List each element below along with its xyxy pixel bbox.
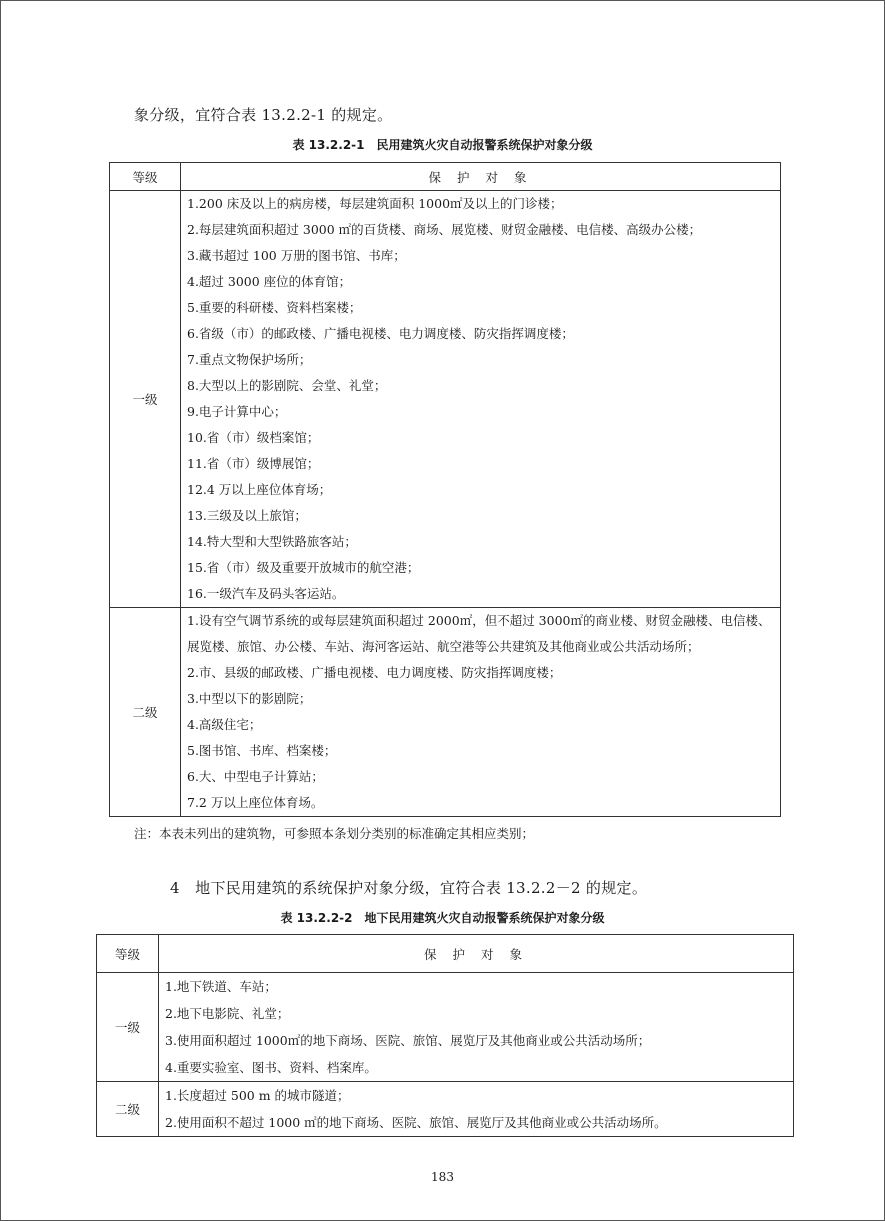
list-item: 2.每层建筑面积超过 3000 ㎡的百货楼、商场、展览楼、财贸金融楼、电信楼、高级办公楼； bbox=[187, 222, 702, 237]
table2 bbox=[96, 934, 794, 1137]
page-number: 183 bbox=[431, 1170, 454, 1184]
list-item: 4.超过 3000 座位的体育馆； bbox=[187, 274, 352, 289]
list-item: 7.2 万以上座位体育场。 bbox=[187, 795, 324, 810]
table2-header-objects: 保 护 对 象 bbox=[159, 935, 794, 973]
list-item: 1.设有空气调节系统的或每层建筑面积超过 2000㎡，但不超过 3000㎡的商业楼、财贸金融楼、电信楼、展览楼、旅馆、办公楼、车站、海河客运站、航空港等公共建筑及其他商业或公共活动场所； bbox=[187, 613, 771, 654]
list-item: 15.省（市）级及重要开放城市的航空港； bbox=[187, 560, 420, 575]
list-item: 5.重要的科研楼、资料档案楼； bbox=[187, 300, 362, 315]
list-item: 13.三级及以上旅馆； bbox=[187, 508, 307, 523]
list-item: 14.特大型和大型铁路旅客站； bbox=[187, 534, 357, 549]
table1 bbox=[109, 162, 781, 817]
table2-grade1-items bbox=[159, 973, 794, 1082]
table1-header-objects: 保 护 对 象 bbox=[181, 163, 781, 191]
list-item: 1.200 床及以上的病房楼，每层建筑面积 1000㎡及以上的门诊楼； bbox=[187, 196, 563, 211]
list-item: 2.地下电影院、礼堂； bbox=[165, 1006, 290, 1021]
table2-row-grade1 bbox=[97, 973, 794, 1082]
list-item: 3.藏书超过 100 万册的图书馆、书库； bbox=[187, 248, 406, 263]
list-item: 5.图书馆、书库、档案楼； bbox=[187, 743, 337, 758]
list-item: 1.地下铁道、车站； bbox=[165, 979, 277, 994]
paragraph-2: 4 地下民用建筑的系统保护对象分级，宜符合表 13.2.2－2 的规定。 bbox=[170, 879, 648, 897]
table1-row-grade1 bbox=[110, 191, 781, 608]
list-item: 11.省（市）级博展馆； bbox=[187, 456, 320, 471]
table1-grade2-label: 二级 bbox=[110, 608, 181, 817]
table1-grade2-items bbox=[181, 608, 781, 817]
list-item: 12.4 万以上座位体育场； bbox=[187, 482, 332, 497]
list-item: 3.中型以下的影剧院； bbox=[187, 691, 312, 706]
table1-note: 注：本表未列出的建筑物，可参照本条划分类别的标准确定其相应类别； bbox=[134, 826, 535, 841]
table2-grade1-label: 一级 bbox=[97, 973, 159, 1082]
list-item: 4.高级住宅； bbox=[187, 717, 262, 732]
list-item: 2.使用面积不超过 1000 ㎡的地下商场、医院、旅馆、展览厅及其他商业或公共活动场所。 bbox=[165, 1115, 667, 1130]
list-item: 10.省（市）级档案馆； bbox=[187, 430, 320, 445]
table2-header-row bbox=[97, 935, 794, 973]
intro-text: 象分级，宜符合表 13.2.2-1 的规定。 bbox=[134, 106, 393, 124]
list-item: 2.市、县级的邮政楼、广播电视楼、电力调度楼、防灾指挥调度楼； bbox=[187, 665, 562, 680]
table1-header-grade: 等级 bbox=[110, 163, 181, 191]
list-item: 3.使用面积超过 1000㎡的地下商场、医院、旅馆、展览厅及其他商业或公共活动场所； bbox=[165, 1033, 651, 1048]
table2-grade2-label: 二级 bbox=[97, 1082, 159, 1137]
list-item: 6.省级（市）的邮政楼、广播电视楼、电力调度楼、防灾指挥调度楼； bbox=[187, 326, 574, 341]
table2-header-grade: 等级 bbox=[97, 935, 159, 973]
table1-grade1-label: 一级 bbox=[110, 191, 181, 608]
list-item: 6.大、中型电子计算站； bbox=[187, 769, 324, 784]
list-item: 7.重点文物保护场所； bbox=[187, 352, 312, 367]
list-item: 1.长度超过 500 m 的城市隧道； bbox=[165, 1088, 350, 1103]
list-item: 9.电子计算中心； bbox=[187, 404, 287, 419]
table1-header-row bbox=[110, 163, 781, 191]
table1-grade1-items bbox=[181, 191, 781, 608]
table2-caption: 表 13.2.2-2 地下民用建筑火灾自动报警系统保护对象分级 bbox=[280, 911, 605, 925]
list-item: 16.一级汽车及码头客运站。 bbox=[187, 586, 345, 601]
list-item: 8.大型以上的影剧院、会堂、礼堂； bbox=[187, 378, 387, 393]
table1-row-grade2 bbox=[110, 608, 781, 817]
list-item: 4.重要实验室、图书、资料、档案库。 bbox=[165, 1060, 377, 1075]
table1-caption: 表 13.2.2-1 民用建筑火灾自动报警系统保护对象分级 bbox=[292, 138, 593, 152]
table2-row-grade2 bbox=[97, 1082, 794, 1137]
table2-grade2-items bbox=[159, 1082, 794, 1137]
